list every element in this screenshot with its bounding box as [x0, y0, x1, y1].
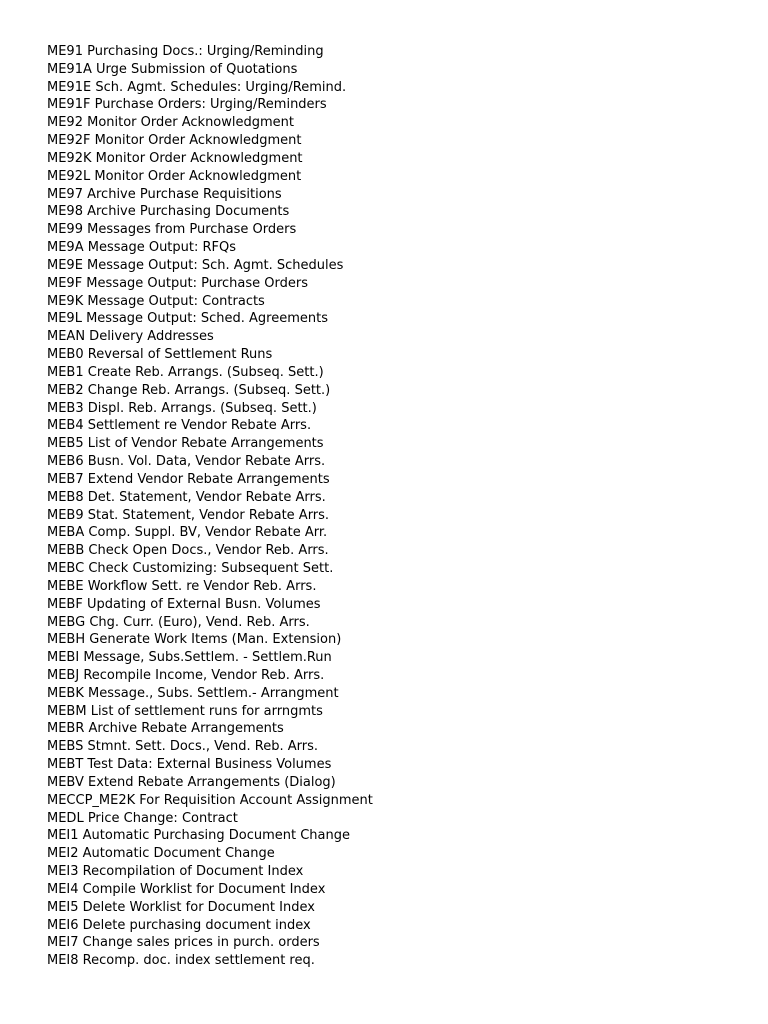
list-item: ME99 Messages from Purchase Orders: [47, 222, 297, 238]
list-item: MEI8 Recomp. doc. index settlement req.: [47, 953, 315, 969]
list-item: MEB8 Det. Statement, Vendor Rebate Arrs.: [47, 489, 326, 505]
list-item: ME98 Archive Purchasing Documents: [47, 204, 290, 220]
list-item: ME92 Monitor Order Acknowledgment: [47, 115, 295, 131]
list-item: MEBG Chg. Curr. (Euro), Vend. Reb. Arrs.: [47, 614, 310, 630]
list-item: MEI3 Recompilation of Document Index: [47, 864, 304, 880]
list-item: MEBV Extend Rebate Arrangements (Dialog): [47, 774, 336, 790]
list-item: MEB2 Change Reb. Arrangs. (Subseq. Sett.): [47, 382, 331, 398]
list-item: MEBF Updating of External Busn. Volumes: [47, 596, 321, 612]
list-item: MEBH Generate Work Items (Man. Extension): [47, 632, 342, 648]
list-item: MEDL Price Change: Contract: [47, 810, 238, 826]
list-item: MEB6 Busn. Vol. Data, Vendor Rebate Arrs.: [47, 454, 326, 470]
list-item: MEB4 Settlement re Vendor Rebate Arrs.: [47, 418, 312, 434]
list-item: MEBB Check Open Docs., Vendor Reb. Arrs.: [47, 543, 329, 559]
list-item: MEI5 Delete Worklist for Document Index: [47, 899, 315, 915]
list-item: ME9F Message Output: Purchase Orders: [47, 275, 308, 291]
transaction-code-list: [47, 43, 373, 970]
list-item: ME91 Purchasing Docs.: Urging/Reminding: [47, 44, 324, 59]
list-item: MEI1 Automatic Purchasing Document Change: [47, 828, 350, 844]
list-item: MEBJ Recompile Income, Vendor Reb. Arrs.: [47, 667, 325, 683]
list-item: MEBC Check Customizing: Subsequent Sett.: [47, 561, 334, 577]
list-item: MEBE Workflow Sett. re Vendor Reb. Arrs.: [47, 578, 317, 594]
list-item: MEI2 Automatic Document Change: [47, 846, 275, 862]
list-item: MEBI Message, Subs.Settlem. - Settlem.Run: [47, 650, 332, 666]
list-item: MEI7 Change sales prices in purch. orders: [47, 935, 320, 951]
list-item: ME9L Message Output: Sched. Agreements: [47, 311, 328, 327]
list-item: MEB3 Displ. Reb. Arrangs. (Subseq. Sett.): [47, 400, 317, 416]
list-item: ME9K Message Output: Contracts: [47, 293, 265, 309]
list-item: MEBK Message., Subs. Settlem.- Arrangment: [47, 685, 339, 701]
list-item: ME92K Monitor Order Acknowledgment: [47, 150, 303, 166]
list-item: MEAN Delivery Addresses: [47, 329, 214, 345]
list-item: MEB7 Extend Vendor Rebate Arrangements: [47, 471, 330, 487]
list-item: MEB1 Create Reb. Arrangs. (Subseq. Sett.): [47, 364, 324, 380]
list-item: MEBA Comp. Suppl. BV, Vendor Rebate Arr.: [47, 525, 328, 541]
list-item: ME92F Monitor Order Acknowledgment: [47, 133, 302, 149]
list-item: ME91F Purchase Orders: Urging/Reminders: [47, 97, 327, 113]
list-item: MECCP_ME2K For Requisition Account Assignment: [47, 792, 373, 808]
list-item: MEBS Stmnt. Sett. Docs., Vend. Reb. Arrs.: [47, 739, 318, 755]
list-item: MEBM List of settlement runs for arrngmts: [47, 703, 323, 719]
list-item: MEBT Test Data: External Business Volumes: [47, 757, 332, 773]
list-item: MEB5 List of Vendor Rebate Arrangements: [47, 436, 324, 452]
list-item: ME9E Message Output: Sch. Agmt. Schedules: [47, 257, 344, 273]
list-item: MEB9 Stat. Statement, Vendor Rebate Arrs.: [47, 507, 330, 523]
list-item: MEB0 Reversal of Settlement Runs: [47, 347, 273, 363]
list-item: ME91A Urge Submission of Quotations: [47, 61, 298, 77]
list-item: ME91E Sch. Agmt. Schedules: Urging/Remind.: [47, 79, 347, 95]
list-item: ME97 Archive Purchase Requisitions: [47, 186, 282, 202]
list-item: MEBR Archive Rebate Arrangements: [47, 721, 284, 737]
list-item: MEI4 Compile Worklist for Document Index: [47, 881, 326, 897]
list-item: ME92L Monitor Order Acknowledgment: [47, 168, 302, 184]
list-item: ME9A Message Output: RFQs: [47, 240, 237, 256]
list-item: MEI6 Delete purchasing document index: [47, 917, 311, 933]
